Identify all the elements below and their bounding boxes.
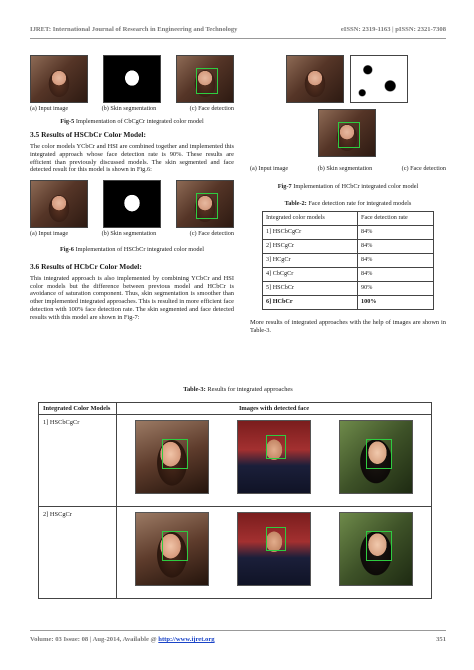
fig-label: Fig-6: [59, 245, 74, 253]
fig6-images: [30, 180, 234, 228]
table-row: [39, 415, 432, 507]
section-3-5-title: 3.5 Results of HSCbCr Color Model:: [30, 130, 146, 140]
fig6-caption: [30, 246, 234, 254]
journal-link[interactable]: http://www.ijret.org: [158, 636, 215, 643]
table2-caption: [250, 200, 446, 208]
fig-text: Implementation of HSCbCr integrated color model: [73, 245, 205, 253]
subcaption: (b) Skin segmentation: [101, 229, 157, 237]
model-cell: 5] HSCbCr: [263, 282, 358, 296]
fig5-subcaptions: [30, 105, 234, 113]
section-3-5-paragraph: The color models YCbCr and HSI are combined together and implemented this integrated approach whose face detection rate is 90%. These results are efficient than previously discussed models. The skin segmented and face detected result for this model is shown in Fig.6:: [30, 143, 234, 174]
footer-volume-info: [30, 636, 215, 643]
subcaption: (b) Skin segmentation: [101, 105, 157, 112]
header-rule: [30, 38, 446, 39]
page-number: 351: [436, 636, 446, 643]
detection-box: [162, 531, 188, 561]
fig5-images: [30, 55, 234, 103]
section-3-6-title: 3.6 Results of HCbCr Color Model:: [30, 262, 142, 272]
result-photo-1: [135, 512, 209, 586]
page-footer: [30, 636, 446, 643]
section-3-6-paragraph: This integrated approach is also implemented by combining YCbCr and HSI color models but the difference between previous model and HCbCr is avoidance of saturation component. Thus, skin segmentation is smoother than other implemented integrated approaches. This is resulted in more efficient face detection with 100% face detection rate. The skin segmented and face detected results with this model are shown in Fig-7:: [30, 275, 235, 321]
fig-label: Fig-5: [60, 117, 75, 125]
images-cell: [117, 507, 432, 599]
table-row: [39, 507, 432, 599]
journal-name: IJRET: International Journal of Research in Engineering and Technology: [30, 26, 238, 33]
detection-box: [366, 531, 392, 561]
detection-box: [162, 439, 188, 469]
fig5-face-detection-image: [176, 55, 234, 103]
table-header-row: [263, 212, 434, 226]
table-row: [263, 268, 434, 282]
header-cell: Integrated Color Models: [39, 403, 117, 415]
table-title: Face detection rate for integrated models: [306, 200, 412, 208]
fig-text: Implementation of HCbCr integrated color model: [291, 182, 419, 190]
rate-cell: 100%: [358, 296, 434, 310]
subcaption: (a) Input image: [30, 105, 69, 112]
fig7-images: [250, 55, 446, 163]
table-row: [263, 254, 434, 268]
fig7-subcaptions: [250, 165, 446, 173]
fig7-input-image: [286, 55, 344, 103]
model-cell: 2] HSCgCr: [263, 240, 358, 254]
result-photo-3: [339, 512, 413, 586]
table-row: [263, 226, 434, 240]
fig5-skin-segmentation-image: [103, 55, 161, 103]
left-column: [30, 55, 234, 324]
result-photo-2: [237, 512, 311, 586]
footer-text: Volume: 03 Issue: 08 | Aug-2014, Available @: [30, 636, 159, 643]
subcaption: (c) Face detection: [189, 105, 234, 112]
header-cell: Integrated color models: [263, 212, 358, 226]
header-cell: Face detection rate: [358, 212, 434, 226]
rate-cell: 84%: [358, 254, 434, 268]
model-cell: 3] HCgCr: [263, 254, 358, 268]
images-cell: [117, 415, 432, 507]
fig6-input-image: [30, 180, 88, 228]
rate-cell: 84%: [358, 240, 434, 254]
footer-rule: [30, 630, 446, 631]
detection-box: [196, 68, 218, 94]
table-row: [263, 296, 434, 310]
subcaption: (a) Input image: [250, 165, 289, 172]
fig-text: Implementation of CbCgCr integrated color model: [74, 117, 204, 125]
fig7-skin-segmentation-image: [350, 55, 408, 103]
rate-cell: 90%: [358, 282, 434, 296]
result-photo-2: [237, 420, 311, 494]
fig-label: Fig-7: [277, 182, 292, 190]
table-label: Table-3:: [183, 386, 206, 393]
right-column: [250, 55, 446, 338]
detection-box: [338, 122, 360, 148]
photo-row: [121, 512, 427, 586]
rate-cell: 84%: [358, 268, 434, 282]
fig7-caption: [250, 183, 446, 191]
fig6-skin-segmentation-image: [103, 180, 161, 228]
fig5-caption: [30, 118, 234, 126]
model-cell: 1] HSCbCgCr: [39, 415, 117, 507]
subcaption: (c) Face detection: [401, 165, 446, 172]
detection-box: [266, 435, 286, 459]
detection-box: [266, 527, 286, 551]
detection-box: [366, 439, 392, 469]
page-header: [30, 26, 446, 33]
table3-caption: [30, 386, 446, 393]
table-header-row: [39, 403, 432, 415]
subcaption: (c) Face detection: [189, 229, 234, 237]
table-title: Results for integrated approaches: [205, 386, 293, 393]
table-row: [263, 240, 434, 254]
result-photo-3: [339, 420, 413, 494]
table2-followup-paragraph: More results of integrated approaches with the help of images are shown in Table-3.: [250, 319, 446, 334]
fig7-face-detection-image: [318, 109, 376, 157]
issn: eISSN: 2319-1163 | pISSN: 2321-7308: [340, 26, 446, 33]
model-cell: 2] HSCgCr: [39, 507, 117, 599]
detection-box: [196, 193, 218, 219]
subcaption: (a) Input image: [30, 229, 69, 237]
table3: [38, 402, 432, 599]
fig5-input-image: [30, 55, 88, 103]
fig6-subcaptions: [30, 230, 234, 238]
table2: [262, 211, 434, 310]
model-cell: 1] HSCbCgCr: [263, 226, 358, 240]
rate-cell: 84%: [358, 226, 434, 240]
fig6-face-detection-image: [176, 180, 234, 228]
subcaption: (b) Skin segmentation: [317, 165, 373, 172]
header-cell: Images with detected face: [117, 403, 432, 415]
photo-row: [121, 420, 427, 494]
table-row: [263, 282, 434, 296]
model-cell: 6] HCbCr: [263, 296, 358, 310]
model-cell: 4] CbCgCr: [263, 268, 358, 282]
table-label: Table-2:: [284, 200, 307, 208]
result-photo-1: [135, 420, 209, 494]
